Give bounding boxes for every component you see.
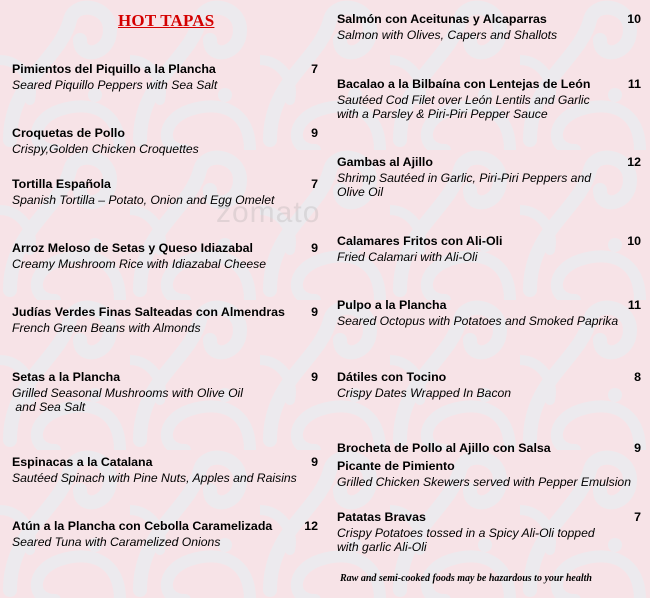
menu-item: [12, 303, 285, 335]
item-price: 7: [634, 510, 641, 524]
item-description: Seared Tuna with Caramelized Onions: [12, 535, 221, 549]
item-description: Creamy Mushroom Rice with Idiazabal Cheese: [12, 257, 267, 271]
item-price: 9: [311, 370, 318, 384]
item-price: 10: [627, 234, 641, 248]
item-description: Fried Calamari with Ali-Oli: [337, 250, 478, 264]
item-description: Grilled Chicken Skewers served with Pepper Emulsion: [337, 475, 631, 489]
item-name: Croquetas de Pollo: [12, 126, 125, 140]
item-price: 11: [627, 77, 641, 91]
menu-item: [12, 453, 297, 485]
item-price: 9: [311, 126, 318, 140]
item-description: Salmon with Olives, Capers and Shallots: [337, 28, 558, 42]
item-price: 9: [311, 455, 318, 469]
item-description: Crispy,Golden Chicken Croquettes: [12, 142, 199, 156]
item-price: 12: [304, 519, 318, 533]
menu-item: [337, 10, 557, 42]
item-name: Calamares Fritos con Ali-Oli: [337, 234, 503, 248]
watermark: zomato: [216, 196, 321, 229]
menu-item: [337, 439, 631, 489]
section-title: HOT TAPAS: [118, 11, 215, 30]
item-description: Sautéed Cod Filet over León Lentils and Garlic with a Parsley & Piri-Piri Pepper Sauce: [337, 93, 590, 121]
menu-item: [337, 232, 502, 264]
menu-item: [337, 296, 618, 328]
item-name: Pimientos del Piquillo a la Plancha: [12, 62, 216, 76]
item-description: Crispy Dates Wrapped In Bacon: [337, 386, 512, 400]
item-name: Tortilla Española: [12, 177, 111, 191]
item-name: Arroz Meloso de Setas y Queso Idiazabal: [12, 241, 254, 255]
item-price: 7: [311, 177, 318, 191]
item-description: Crispy Potatoes tossed in a Spicy Ali-Oli topped with garlic Ali-Oli: [337, 526, 595, 554]
item-name: Patatas Bravas: [337, 510, 426, 524]
menu-item: [337, 508, 595, 554]
item-name: Setas a la Plancha: [12, 370, 121, 384]
item-name: Espinacas a la Catalana: [12, 455, 153, 469]
menu-item: [12, 239, 266, 271]
menu-item: [337, 368, 511, 400]
menu-item: [337, 75, 590, 121]
item-name: Dátiles con Tocino: [337, 370, 447, 384]
menu-item: [12, 124, 199, 156]
menu-item: [12, 517, 272, 549]
menu-item: [337, 153, 591, 199]
menu-item: [12, 368, 243, 414]
item-name: Salmón con Aceitunas y Alcaparras: [337, 12, 547, 26]
item-description: Seared Octopus with Potatoes and Smoked Paprika: [337, 314, 619, 328]
item-name: Pulpo a la Plancha: [337, 298, 447, 312]
item-price: 9: [311, 241, 318, 255]
item-price: 9: [311, 305, 318, 319]
item-description: Shrimp Sautéed in Garlic, Piri-Piri Peppers and Olive Oil: [337, 171, 592, 199]
item-price: 7: [311, 62, 318, 76]
item-description: Spanish Tortilla – Potato, Onion and Egg Omelet: [12, 193, 275, 207]
item-description: Sautéed Spinach with Pine Nuts, Apples and Raisins: [12, 471, 297, 485]
item-price: 9: [634, 441, 641, 455]
item-name: Bacalao a la Bilbaína con Lentejas de León: [337, 77, 591, 91]
item-price: 10: [627, 12, 641, 26]
item-price: 8: [634, 370, 641, 384]
item-name: Gambas al Ajillo: [337, 155, 433, 169]
item-price: 11: [627, 298, 641, 312]
item-price: 12: [627, 155, 641, 169]
item-description: Grilled Seasonal Mushrooms with Olive Oil and Sea Salt: [12, 386, 243, 414]
item-description: Seared Piquillo Peppers with Sea Salt: [12, 78, 218, 92]
item-name: Atún a la Plancha con Cebolla Caramelizada: [12, 519, 273, 533]
item-name: Judías Verdes Finas Salteadas con Almendras: [12, 305, 285, 319]
health-warning: Raw and semi-cooked foods may be hazardous to your health: [340, 573, 592, 584]
menu-item: [12, 175, 274, 207]
item-description: French Green Beans with Almonds: [12, 321, 201, 335]
menu-item: [12, 60, 217, 92]
item-name: Brocheta de Pollo al Ajillo con Salsa Picante de Pimiento: [337, 441, 551, 473]
